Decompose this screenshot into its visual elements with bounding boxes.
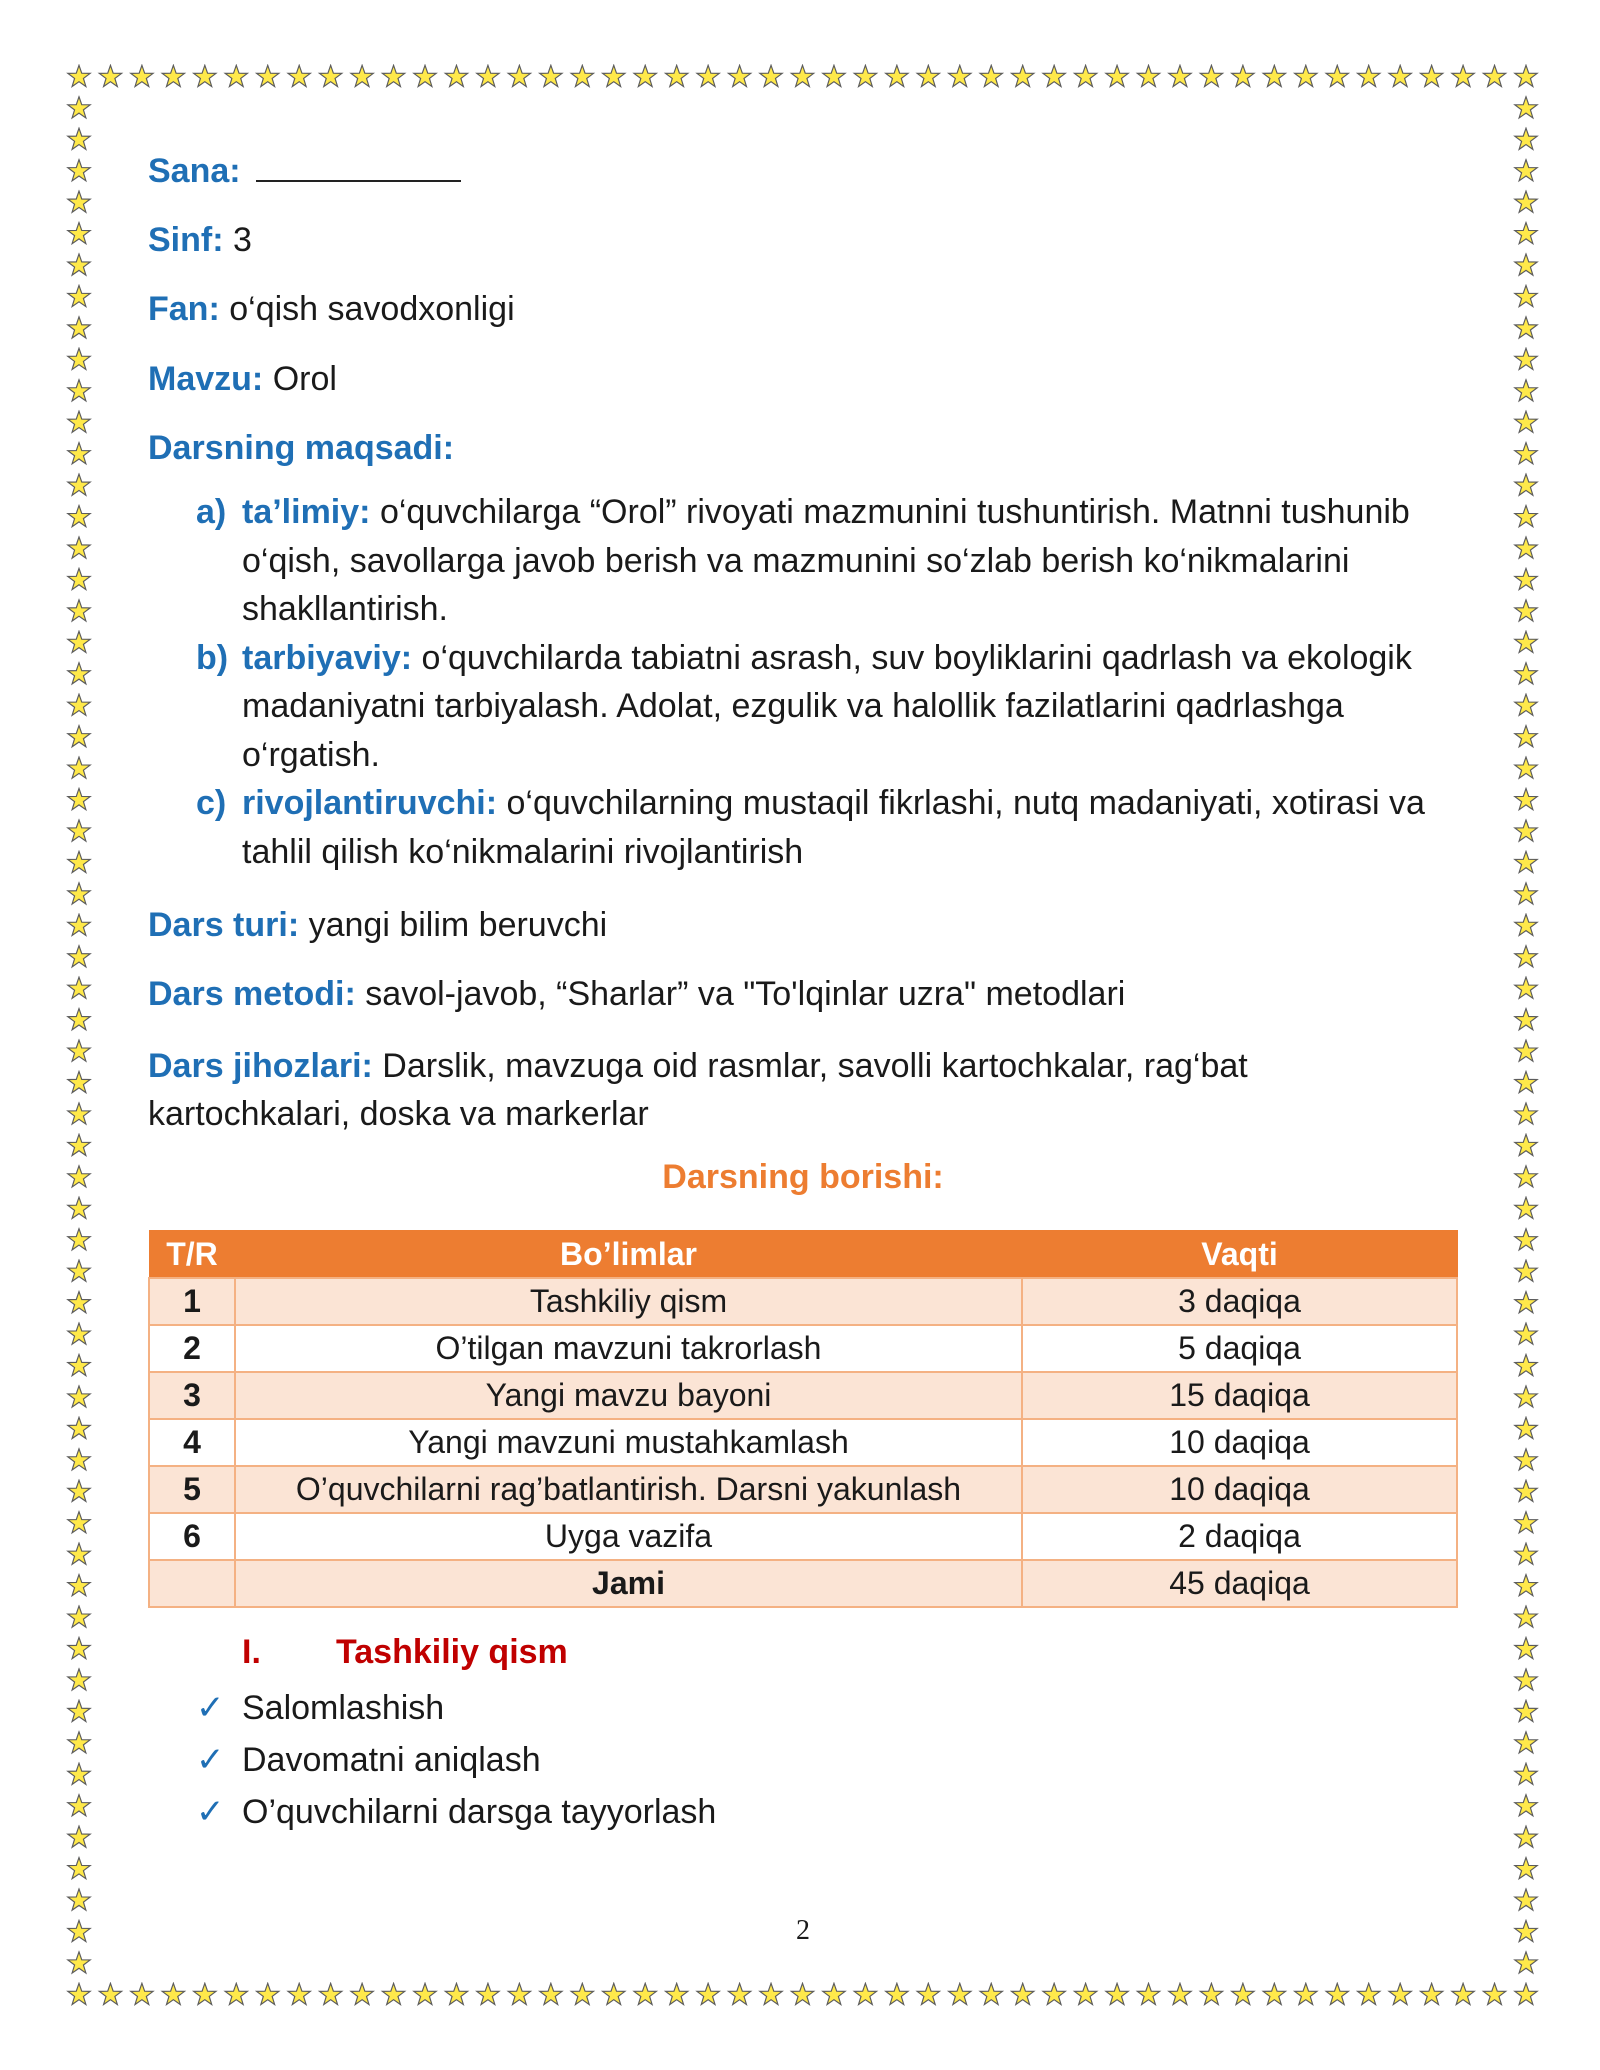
row-section: Uyga vazifa xyxy=(235,1513,1022,1560)
checklist-item xyxy=(196,1734,716,1786)
border-star-icon xyxy=(1515,1040,1537,1061)
border-star-icon xyxy=(68,977,90,998)
border-star-icon xyxy=(257,1983,279,2004)
border-star-icon xyxy=(477,1983,499,2004)
lesson-type-field xyxy=(148,905,607,945)
border-star-icon xyxy=(1389,65,1411,86)
border-star-icon xyxy=(1452,65,1474,86)
class-field xyxy=(148,220,252,260)
border-star-icon xyxy=(760,65,782,86)
border-star-icon xyxy=(1515,1292,1537,1313)
lesson-type-value: yangi bilim beruvchi xyxy=(308,906,608,944)
row-time: 15 daqiqa xyxy=(1022,1372,1457,1419)
border-star-icon xyxy=(1043,1983,1065,2004)
border-star-icon xyxy=(68,160,90,181)
border-star-icon xyxy=(1515,1575,1537,1596)
border-star-icon xyxy=(603,65,625,86)
border-star-icon xyxy=(1515,1323,1537,1344)
border-star-icon xyxy=(1515,1134,1537,1155)
border-star-icon xyxy=(414,1983,436,2004)
border-star-icon xyxy=(1200,1983,1222,2004)
border-star-icon xyxy=(288,65,310,86)
lesson-method-value: savol-javob, “Sharlar” va "To'lqinlar uzra" metodlari xyxy=(365,975,1126,1013)
table-header-row xyxy=(149,1231,1457,1279)
border-star-icon xyxy=(1169,1983,1191,2004)
border-star-icon xyxy=(949,65,971,86)
border-star-icon xyxy=(477,65,499,86)
border-star-icon xyxy=(194,65,216,86)
border-star-icon xyxy=(791,65,813,86)
border-star-icon xyxy=(1515,946,1537,967)
border-star-icon xyxy=(1515,1700,1537,1721)
border-star-icon xyxy=(1515,1197,1537,1218)
border-star-icon xyxy=(1515,1732,1537,1753)
table-row xyxy=(149,1325,1457,1372)
lesson-type-label: Dars turi: xyxy=(148,906,300,944)
border-star-icon xyxy=(68,883,90,904)
border-star-icon xyxy=(1137,65,1159,86)
border-star-icon xyxy=(1515,1166,1537,1187)
row-number: 6 xyxy=(149,1513,235,1560)
border-star-icon xyxy=(508,1983,530,2004)
border-star-icon xyxy=(1515,128,1537,149)
border-star-icon xyxy=(1420,65,1442,86)
border-star-icon xyxy=(1515,285,1537,306)
checkmark-icon: ✓ xyxy=(196,1689,225,1727)
border-star-icon xyxy=(68,191,90,212)
border-star-icon xyxy=(131,65,153,86)
subject-field xyxy=(148,289,515,329)
border-star-icon xyxy=(68,1323,90,1344)
border-star-icon xyxy=(1263,65,1285,86)
border-star-icon xyxy=(1515,1354,1537,1375)
border-star-icon xyxy=(1515,254,1537,275)
border-star-icon xyxy=(1515,380,1537,401)
border-star-icon xyxy=(1358,65,1380,86)
border-star-icon xyxy=(1515,1795,1537,1816)
border-star-icon xyxy=(571,1983,593,2004)
border-star-icon xyxy=(980,1983,1002,2004)
border-star-icon xyxy=(1515,788,1537,809)
border-star-icon xyxy=(99,1983,121,2004)
border-star-icon xyxy=(68,411,90,432)
border-star-icon xyxy=(1515,505,1537,526)
border-star-icon xyxy=(131,1983,153,2004)
border-star-icon xyxy=(351,1983,373,2004)
border-star-icon xyxy=(508,65,530,86)
goals-label: Darsning maqsadi: xyxy=(148,429,455,467)
goal-text: o‘quvchilarda tabiatni asrash, suv boyliklarini qadrlash va ekologik madaniyatni tarbiyalash. Adolat, ezgulik va halollik fazilatlarini qadrlashga o‘rgatish. xyxy=(242,638,1412,774)
border-star-icon xyxy=(351,65,373,86)
border-star-icon xyxy=(980,65,1002,86)
goal-item xyxy=(196,634,1446,780)
border-star-icon xyxy=(68,380,90,401)
table-row xyxy=(149,1466,1457,1513)
column-header-number: T/R xyxy=(149,1231,235,1279)
schedule-title: Darsning borishi: xyxy=(662,1158,944,1196)
border-star-icon xyxy=(68,568,90,589)
border-star-icon xyxy=(68,474,90,495)
subject-label: Fan: xyxy=(148,290,220,328)
border-star-icon xyxy=(1420,1983,1442,2004)
goal-marker: a) xyxy=(196,493,227,531)
border-star-icon xyxy=(1483,1983,1505,2004)
row-number: 1 xyxy=(149,1278,235,1325)
border-star-icon xyxy=(194,1983,216,2004)
border-star-icon xyxy=(319,65,341,86)
border-star-icon xyxy=(854,65,876,86)
table-row xyxy=(149,1278,1457,1325)
checkmark-icon: ✓ xyxy=(196,1741,225,1779)
section-title-text: Tashkiliy qism xyxy=(336,1633,568,1671)
border-star-icon xyxy=(68,1826,90,1847)
date-field xyxy=(148,150,461,191)
border-star-icon xyxy=(1515,65,1537,86)
border-star-icon xyxy=(68,820,90,841)
border-star-icon xyxy=(162,1983,184,2004)
border-star-icon xyxy=(68,1606,90,1627)
border-star-icon xyxy=(1515,600,1537,621)
border-star-icon xyxy=(1515,1103,1537,1124)
border-star-icon xyxy=(68,1575,90,1596)
border-star-icon xyxy=(68,128,90,149)
border-star-icon xyxy=(68,1669,90,1690)
checklist xyxy=(196,1682,716,1838)
border-star-icon xyxy=(1515,631,1537,652)
border-star-icon xyxy=(823,1983,845,2004)
border-star-icon xyxy=(68,1009,90,1030)
column-header-sections: Bo’limlar xyxy=(235,1231,1022,1279)
border-star-icon xyxy=(68,663,90,684)
border-star-icon xyxy=(68,600,90,621)
border-star-icon xyxy=(68,1858,90,1879)
border-star-icon xyxy=(68,1260,90,1281)
border-star-icon xyxy=(68,1071,90,1092)
column-header-time: Vaqti xyxy=(1022,1231,1457,1279)
checkmark-icon: ✓ xyxy=(196,1793,225,1831)
border-star-icon xyxy=(1515,317,1537,338)
checklist-item-text: Salomlashish xyxy=(242,1689,445,1727)
border-star-icon xyxy=(1515,223,1537,244)
border-star-icon xyxy=(1483,65,1505,86)
goal-label: rivojlantiruvchi: xyxy=(242,784,498,822)
border-star-icon xyxy=(1106,1983,1128,2004)
border-star-icon xyxy=(1515,726,1537,747)
border-star-icon xyxy=(68,1795,90,1816)
border-star-icon xyxy=(68,1983,90,2004)
border-star-icon xyxy=(68,65,90,86)
goal-label: tarbiyaviy: xyxy=(242,638,413,677)
border-star-icon xyxy=(1358,1983,1380,2004)
goal-item xyxy=(196,488,1446,634)
border-star-icon xyxy=(1515,1889,1537,1910)
border-star-icon xyxy=(1232,65,1254,86)
border-star-icon xyxy=(1515,97,1537,118)
table-row xyxy=(149,1513,1457,1560)
border-star-icon xyxy=(1515,443,1537,464)
border-star-icon xyxy=(917,1983,939,2004)
schedule-table xyxy=(148,1230,1458,1608)
border-star-icon xyxy=(68,505,90,526)
class-value: 3 xyxy=(233,221,252,259)
border-star-icon xyxy=(603,1983,625,2004)
row-section: Yangi mavzuni mustahkamlash xyxy=(235,1419,1022,1466)
border-star-icon xyxy=(68,757,90,778)
row-time: 10 daqiqa xyxy=(1022,1466,1457,1513)
subject-value: o‘qish savodxonligi xyxy=(229,290,515,328)
border-star-icon xyxy=(1515,1920,1537,1941)
border-star-icon xyxy=(1515,411,1537,432)
table-row xyxy=(149,1419,1457,1466)
class-label: Sinf: xyxy=(148,221,224,259)
border-star-icon xyxy=(1043,65,1065,86)
border-star-icon xyxy=(665,65,687,86)
topic-label: Mavzu: xyxy=(148,360,264,398)
border-star-icon xyxy=(257,65,279,86)
border-star-icon xyxy=(68,1449,90,1470)
section-title xyxy=(242,1633,568,1672)
total-time: 45 daqiqa xyxy=(1022,1560,1457,1607)
section-roman-numeral: I. xyxy=(242,1633,261,1671)
border-star-icon xyxy=(1515,568,1537,589)
border-star-icon xyxy=(68,914,90,935)
border-star-icon xyxy=(571,65,593,86)
border-star-icon xyxy=(99,65,121,86)
border-star-icon xyxy=(68,537,90,558)
border-star-icon xyxy=(68,254,90,275)
lesson-equipment-value: Darslik, mavzuga oid rasmlar, savolli kartochkalar, rag‘bat kartochkalari, doska va markerlar xyxy=(148,1047,1248,1133)
border-star-icon xyxy=(1515,914,1537,935)
border-star-icon xyxy=(382,1983,404,2004)
border-star-icon xyxy=(68,1700,90,1721)
border-star-icon xyxy=(382,65,404,86)
border-star-icon xyxy=(68,285,90,306)
border-star-icon xyxy=(1515,1512,1537,1533)
row-time: 5 daqiqa xyxy=(1022,1325,1457,1372)
border-star-icon xyxy=(1515,1009,1537,1030)
border-star-icon xyxy=(68,946,90,967)
border-star-icon xyxy=(1106,65,1128,86)
goal-text: o‘quvchilarning mustaqil fikrlashi, nutq madaniyati, xotirasi va tahlil qilish ko‘nikmalarini rivojlantirish xyxy=(242,784,1425,871)
goals-list xyxy=(196,488,1446,876)
border-star-icon xyxy=(697,1983,719,2004)
border-star-icon xyxy=(540,1983,562,2004)
border-star-icon xyxy=(1452,1983,1474,2004)
border-star-icon xyxy=(68,1103,90,1124)
border-star-icon xyxy=(68,1543,90,1564)
border-star-icon xyxy=(1515,1763,1537,1784)
border-star-icon xyxy=(1200,65,1222,86)
border-star-icon xyxy=(1389,1983,1411,2004)
border-star-icon xyxy=(1515,1071,1537,1092)
border-star-icon xyxy=(1515,1417,1537,1438)
checklist-item-text: Davomatni aniqlash xyxy=(242,1741,541,1779)
border-star-icon xyxy=(68,788,90,809)
lesson-method-label: Dars metodi: xyxy=(148,975,356,1013)
border-star-icon xyxy=(1169,65,1191,86)
border-star-icon xyxy=(68,631,90,652)
border-star-icon xyxy=(68,97,90,118)
border-star-icon xyxy=(1515,663,1537,684)
border-star-icon xyxy=(162,65,184,86)
topic-field xyxy=(148,359,337,399)
goal-marker: b) xyxy=(196,638,229,677)
border-star-icon xyxy=(854,1983,876,2004)
border-star-icon xyxy=(68,1197,90,1218)
border-star-icon xyxy=(1515,1480,1537,1501)
border-star-icon xyxy=(68,1512,90,1533)
border-star-icon xyxy=(1074,65,1096,86)
border-star-icon xyxy=(68,1763,90,1784)
border-star-icon xyxy=(1515,1858,1537,1879)
border-star-icon xyxy=(1515,820,1537,841)
border-star-icon xyxy=(1515,537,1537,558)
lesson-equipment-label: Dars jihozlari: xyxy=(148,1047,373,1085)
border-star-icon xyxy=(445,65,467,86)
border-star-icon xyxy=(68,443,90,464)
goals-heading xyxy=(148,428,454,468)
checklist-item xyxy=(196,1786,716,1838)
border-star-icon xyxy=(68,1417,90,1438)
border-star-icon xyxy=(1515,694,1537,715)
border-star-icon xyxy=(1515,1826,1537,1847)
table-total-row xyxy=(149,1560,1457,1607)
border-star-icon xyxy=(1232,1983,1254,2004)
row-time: 3 daqiqa xyxy=(1022,1278,1457,1325)
border-star-icon xyxy=(1515,1606,1537,1627)
border-star-icon xyxy=(634,1983,656,2004)
checklist-item-text: O’quvchilarni darsga tayyorlash xyxy=(242,1793,717,1831)
border-star-icon xyxy=(886,1983,908,2004)
border-star-icon xyxy=(319,1983,341,2004)
border-star-icon xyxy=(1326,65,1348,86)
border-star-icon xyxy=(1295,1983,1317,2004)
border-star-icon xyxy=(1515,348,1537,369)
goal-marker: c) xyxy=(196,784,227,822)
border-star-icon xyxy=(68,1920,90,1941)
border-star-icon xyxy=(728,1983,750,2004)
total-label: Jami xyxy=(235,1560,1022,1607)
border-star-icon xyxy=(68,1354,90,1375)
border-star-icon xyxy=(1137,1983,1159,2004)
topic-value: Orol xyxy=(272,360,337,398)
row-section: O’tilgan mavzuni takrorlash xyxy=(235,1325,1022,1372)
border-star-icon xyxy=(697,65,719,86)
border-star-icon xyxy=(445,1983,467,2004)
border-star-icon xyxy=(68,317,90,338)
row-number: 5 xyxy=(149,1466,235,1513)
border-star-icon xyxy=(1515,191,1537,212)
border-star-icon xyxy=(1515,1260,1537,1281)
border-star-icon xyxy=(917,65,939,86)
border-star-icon xyxy=(68,1134,90,1155)
border-star-icon xyxy=(1515,1952,1537,1973)
border-star-icon xyxy=(1515,757,1537,778)
goal-text: o‘quvchilarga “Orol” rivoyati mazmunini tushuntirish. Matnni tushunib o‘qish, savollarga javob berish va mazmunini so‘zlab berish ko‘nikmalarini shakllantirish. xyxy=(242,493,1410,628)
border-star-icon xyxy=(634,65,656,86)
row-section: O’quvchilarni rag’batlantirish. Darsni yakunlash xyxy=(235,1466,1022,1513)
border-star-icon xyxy=(949,1983,971,2004)
border-star-icon xyxy=(1326,1983,1348,2004)
border-star-icon xyxy=(665,1983,687,2004)
border-star-icon xyxy=(1515,883,1537,904)
border-star-icon xyxy=(68,694,90,715)
border-star-icon xyxy=(1012,1983,1034,2004)
border-star-icon xyxy=(1515,977,1537,998)
border-star-icon xyxy=(760,1983,782,2004)
border-star-icon xyxy=(225,1983,247,2004)
border-star-icon xyxy=(68,348,90,369)
border-star-icon xyxy=(1515,1229,1537,1250)
border-star-icon xyxy=(1515,1449,1537,1470)
checklist-item xyxy=(196,1682,716,1734)
border-star-icon xyxy=(288,1983,310,2004)
border-star-icon xyxy=(1515,851,1537,872)
border-star-icon xyxy=(68,726,90,747)
border-star-icon xyxy=(1012,65,1034,86)
border-star-icon xyxy=(68,1386,90,1407)
border-star-icon xyxy=(68,1952,90,1973)
border-star-icon xyxy=(68,1637,90,1658)
border-star-icon xyxy=(68,851,90,872)
lesson-equipment-field xyxy=(148,1042,1448,1138)
border-star-icon xyxy=(1263,1983,1285,2004)
goal-label: ta’limiy: xyxy=(242,493,371,531)
row-time: 2 daqiqa xyxy=(1022,1513,1457,1560)
border-star-icon xyxy=(1515,1983,1537,2004)
border-star-icon xyxy=(823,65,845,86)
row-number: 3 xyxy=(149,1372,235,1419)
border-star-icon xyxy=(1295,65,1317,86)
border-star-icon xyxy=(68,1229,90,1250)
goal-item xyxy=(196,779,1446,876)
border-star-icon xyxy=(1515,1637,1537,1658)
total-empty-cell xyxy=(149,1560,235,1607)
border-star-icon xyxy=(1515,1386,1537,1407)
table-row xyxy=(149,1372,1457,1419)
border-star-icon xyxy=(68,1040,90,1061)
row-number: 4 xyxy=(149,1419,235,1466)
border-star-icon xyxy=(68,1480,90,1501)
row-time: 10 daqiqa xyxy=(1022,1419,1457,1466)
border-star-icon xyxy=(68,1292,90,1313)
border-star-icon xyxy=(1515,1543,1537,1564)
border-star-icon xyxy=(1074,1983,1096,2004)
row-number: 2 xyxy=(149,1325,235,1372)
row-section: Tashkiliy qism xyxy=(235,1278,1022,1325)
border-star-icon xyxy=(414,65,436,86)
border-star-icon xyxy=(1515,474,1537,495)
border-star-icon xyxy=(68,1889,90,1910)
date-label: Sana: xyxy=(148,152,241,190)
border-star-icon xyxy=(1515,160,1537,181)
row-section: Yangi mavzu bayoni xyxy=(235,1372,1022,1419)
page-number: 2 xyxy=(796,1915,810,1946)
border-star-icon xyxy=(68,1166,90,1187)
border-star-icon xyxy=(68,1732,90,1753)
border-star-icon xyxy=(540,65,562,86)
border-star-icon xyxy=(225,65,247,86)
border-star-icon xyxy=(791,1983,813,2004)
border-star-icon xyxy=(1515,1669,1537,1690)
border-star-icon xyxy=(728,65,750,86)
date-blank-line xyxy=(256,150,461,182)
lesson-method-field xyxy=(148,974,1125,1014)
border-star-icon xyxy=(68,223,90,244)
border-star-icon xyxy=(886,65,908,86)
